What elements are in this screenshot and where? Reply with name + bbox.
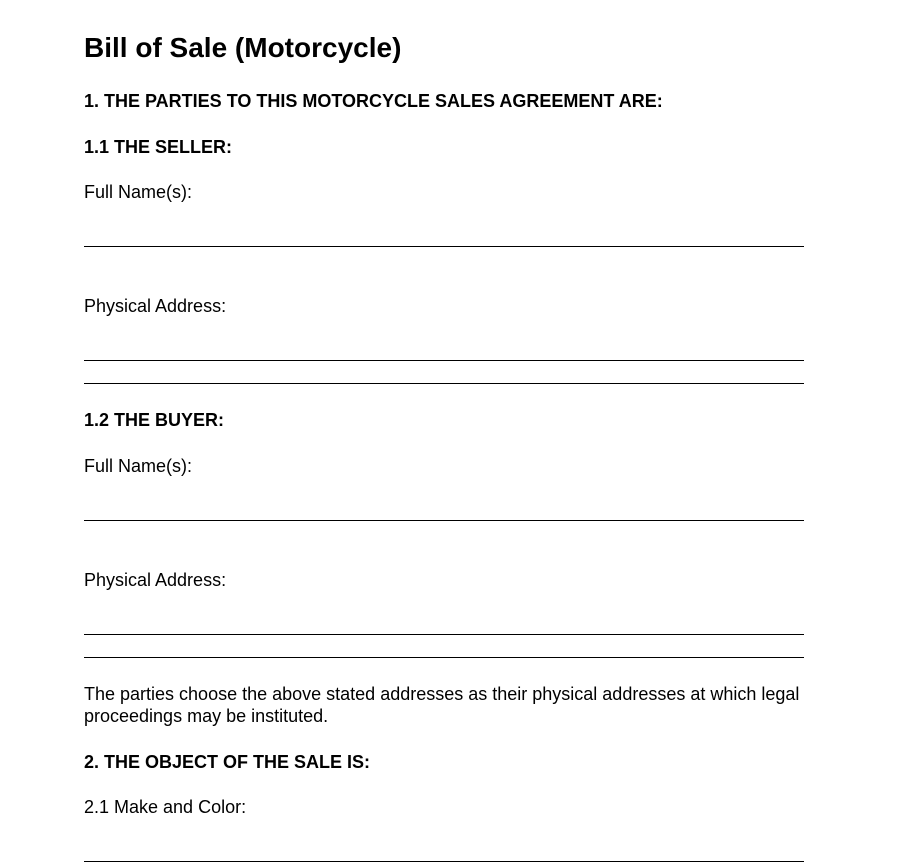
addresses-paragraph: The parties choose the above stated addresses as their physical addresses at which legal proceedings may be instituted. bbox=[84, 684, 800, 726]
buyer-address-label: Physical Address: bbox=[84, 570, 227, 590]
section-1-heading: 1. THE PARTIES TO THIS MOTORCYCLE SALES AGREEMENT ARE: bbox=[84, 91, 663, 111]
seller-heading: 1.1 THE SELLER: bbox=[84, 137, 233, 157]
buyer-heading: 1.2 THE BUYER: bbox=[84, 410, 225, 430]
buyer-full-name-label: Full Name(s): bbox=[84, 456, 193, 476]
buyer-address-line-2[interactable] bbox=[84, 657, 804, 658]
section-2-heading: 2. THE OBJECT OF THE SALE IS: bbox=[84, 752, 371, 772]
buyer-full-name-line[interactable] bbox=[84, 520, 804, 521]
make-color-line[interactable] bbox=[84, 861, 804, 862]
seller-full-name-line[interactable] bbox=[84, 246, 804, 247]
make-color-label: 2.1 Make and Color: bbox=[84, 797, 247, 817]
seller-address-label: Physical Address: bbox=[84, 296, 227, 316]
buyer-address-line-1[interactable] bbox=[84, 634, 804, 635]
seller-address-line-1[interactable] bbox=[84, 360, 804, 361]
seller-full-name-label: Full Name(s): bbox=[84, 182, 193, 202]
seller-address-line-2[interactable] bbox=[84, 383, 804, 384]
document-title: Bill of Sale (Motorcycle) bbox=[84, 32, 402, 63]
